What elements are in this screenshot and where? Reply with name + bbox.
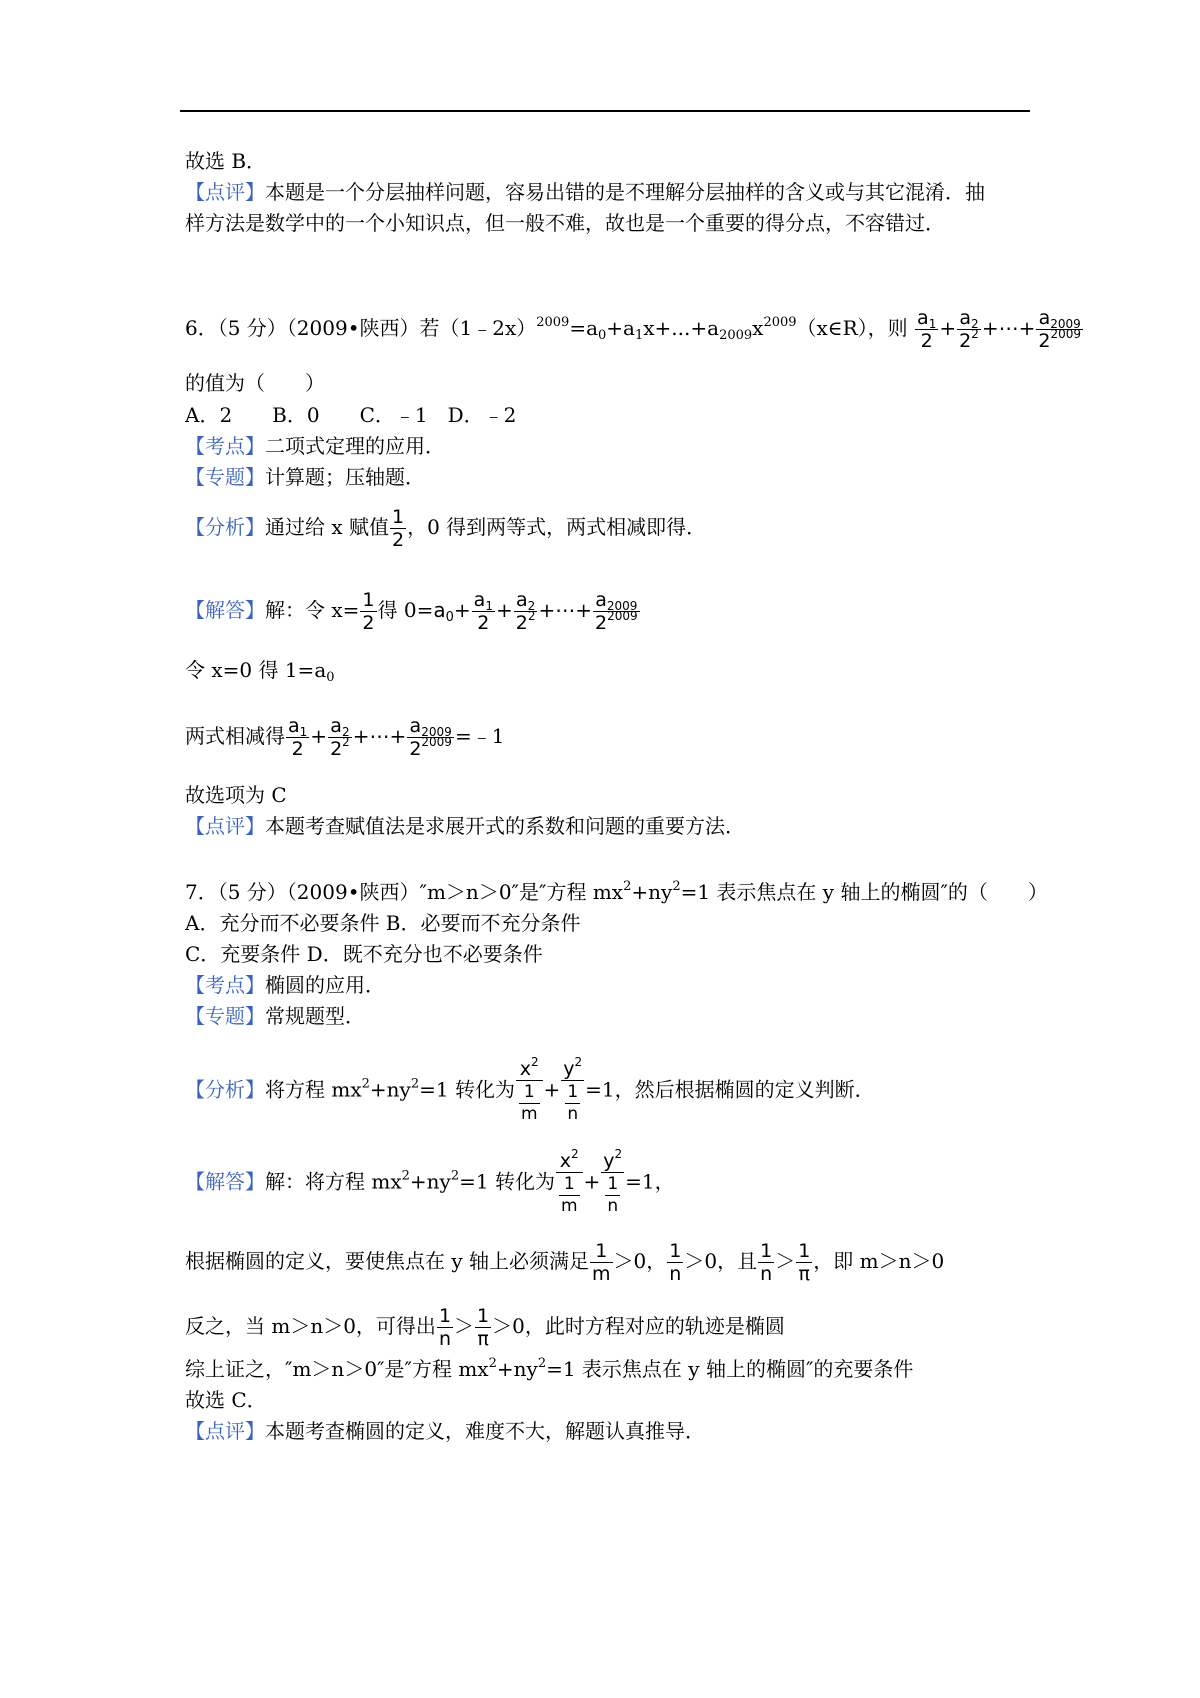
prev-comment-line2: 样方法是数学中的一个小知识点，但一般不难，故也是一个重要的得分点，不容错过．: [185, 211, 945, 235]
fraction: $\frac{a_{2009}}{2^{2009}}$: [594, 589, 638, 634]
q6-topic: 【专题】计算题；压轴题．: [185, 465, 425, 489]
q7-stem: 7．（5 分）（2009•陕西）″m＞n＞0″是″方程 $mx^2+ny^2=1$ 表示焦点在 y 轴上的椭圆″的（ ）: [185, 879, 1048, 904]
q7-knowledge-point: 【考点】椭圆的应用．: [185, 973, 385, 997]
q7-solution-line4: 综上证之，″m＞n＞0″是″方程 $mx^2+ny^2=1$ 表示焦点在 y 轴上的椭圆″的充要条件: [185, 1356, 914, 1381]
q6-knowledge-point: 【考点】二项式定理的应用．: [185, 434, 445, 458]
prev-conclusion: 故选 B．: [185, 149, 267, 173]
fraction: $\frac{a_1}{2}$: [473, 589, 493, 634]
fraction: $\frac{y^2}{\frac{1}{n}}$: [563, 1055, 583, 1124]
fraction: $\frac{1}{n}$: [760, 1240, 773, 1285]
fraction: $\frac{1}{\pi}$: [477, 1305, 490, 1350]
q7-comment: 【点评】本题考查椭圆的定义，难度不大，解题认真推导．: [185, 1419, 705, 1443]
comment-tag: 【点评】: [185, 180, 265, 204]
fraction: $\frac{a_1}{2}$: [917, 307, 937, 352]
q6-solution-line3: 两式相减得 $\frac{a_1}{2}$ + $\frac{a_2}{2^2}$ +⋯+ $\frac{a_{2009}}{2^{2009}}$ =﹣1: [185, 715, 505, 760]
q7-analysis: 【分析】将方程 $mx^2+ny^2=1$ 转化为 $\frac{x^2}{\frac{1}{m}}$ + $\frac{y^2}{\frac{1}{n}}$ =1，然后根据椭圆的定义判断．: [185, 1055, 875, 1124]
q6-comment: 【点评】本题考查赋值法是求展开式的系数和问题的重要方法．: [185, 814, 745, 838]
q6-solution-line2: 令 x=0 得 $1=a_0$: [185, 658, 335, 685]
header-rule: [180, 110, 1030, 112]
fraction: $\frac{a_2}{2^2}$: [959, 307, 979, 352]
fraction: $\frac{a_2}{2^2}$: [515, 589, 536, 634]
q7-solution-line3: 反之，当 m＞n＞0，可得出 $\frac{1}{n}$ ＞ $\frac{1}{\pi}$ ＞0，此时方程对应的轨迹是椭圆: [185, 1305, 785, 1350]
fraction: $\frac{y^2}{\frac{1}{n}}$: [603, 1147, 623, 1216]
fraction: $\frac{1}{2}$: [362, 589, 375, 634]
fraction: $\frac{a_1}{2}$: [288, 715, 308, 760]
fraction: $\frac{1}{m}$: [592, 1240, 611, 1285]
fraction: $\frac{x^2}{\frac{1}{m}}$: [516, 1058, 543, 1124]
fraction: $\frac{a_2}{2^2}$: [330, 715, 350, 760]
q6-stem-tail: 的值为（ ）: [185, 371, 325, 395]
q6-analysis: 【分析】通过给 x 赋值 $\frac{1}{2}$ ，0 得到两等式，两式相减即得．: [185, 506, 707, 551]
prev-comment-line1: 【点评】本题是一个分层抽样问题，容易出错的是不理解分层抽样的含义或与其它混淆．抽: [185, 180, 985, 204]
fraction: $\frac{a_{2009}}{2^{2009}}$: [1038, 307, 1081, 352]
fraction: $\frac{1}{2}$: [392, 506, 405, 551]
q7-solution-line1: 【解答】解：将方程 $mx^2+ny^2=1$ 转化为 $\frac{x^2}{\frac{1}{m}}$ + $\frac{y^2}{\frac{1}{n}}$ =1，: [185, 1147, 675, 1216]
q6-options: A．2 B．0 C．﹣1 D．﹣2: [185, 403, 517, 427]
q6-conclusion: 故选项为 C: [185, 783, 287, 807]
fraction: $\frac{x^2}{\frac{1}{m}}$: [556, 1150, 583, 1216]
fraction: $\frac{1}{n}$: [669, 1240, 682, 1285]
fraction: $\frac{1}{n}$: [438, 1305, 452, 1350]
q7-options-cd: C．充要条件 D．既不充分也不必要条件: [185, 942, 543, 966]
q6-solution-line1: 【解答】解：令 x= $\frac{1}{2}$ 得 $0=a_0+$ $\frac{a_1}{2}$ + $\frac{a_2}{2^2}$ +⋯+ $\frac{a_{2009}}{2^{2009}}$: [185, 589, 638, 634]
q7-solution-line2: 根据椭圆的定义，要使焦点在 y 轴上必须满足 $\frac{1}{m}$ ＞0， $\frac{1}{n}$ ＞0，且 $\frac{1}{n}$ ＞ $\frac{1}{\pi}$ ，即 m＞n＞0: [185, 1240, 945, 1285]
q7-conclusion: 故选 C．: [185, 1388, 267, 1412]
q7-topic: 【专题】常规题型．: [185, 1004, 365, 1028]
q6-stem: 6．（5 分）（2009•陕西）若$(1﹣2x)^{2009}=a_0+a_1x+...+a_{2009}x^{2009}(x\in R)$，则 $\frac{a_1}{2}$ + $\frac{a_2}{2^2}$ +⋯+ $\frac{a_{2009}}{2^{2009}}$: [185, 307, 1081, 352]
q7-options-ab: A．充分而不必要条件 B．必要而不充分条件: [185, 911, 581, 935]
fraction: $\frac{a_{2009}}{2^{2009}}$: [409, 715, 452, 760]
fraction: $\frac{1}{\pi}$: [798, 1240, 811, 1285]
